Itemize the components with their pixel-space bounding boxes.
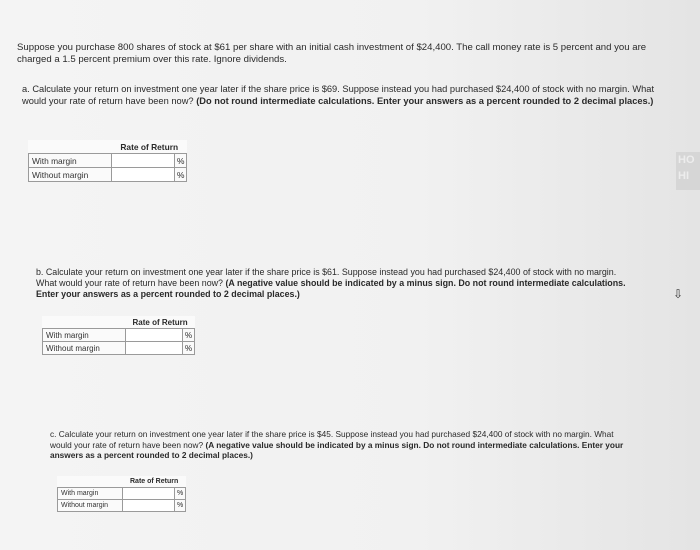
question-a xyxy=(22,84,662,107)
table-row xyxy=(29,168,187,182)
with-margin-label: With margin xyxy=(29,154,112,168)
question-c-instructions: (A negative value should be indicated by a minus sign. Do not round intermediate calculations. Enter your answers as a percent rounded to 2 decimal places.) xyxy=(50,439,624,460)
table-row xyxy=(43,329,195,342)
question-b-text: b. Calculate your return on investment one year later if the share price is $61. Suppose instead you had purchased $24,400 of stock with no margin. What would your rate of return have been now? xyxy=(36,267,617,288)
background-window-edge: HO HI xyxy=(676,152,700,190)
with-margin-label: With margin xyxy=(58,488,123,500)
percent-sign: % xyxy=(183,329,195,342)
without-margin-label: Without margin xyxy=(43,342,126,355)
table-row xyxy=(43,342,195,355)
table-row xyxy=(58,500,186,512)
percent-sign: % xyxy=(175,154,187,168)
percent-sign: % xyxy=(175,488,186,500)
with-margin-input-a[interactable] xyxy=(112,155,174,166)
percent-sign: % xyxy=(175,168,187,182)
without-margin-label: Without margin xyxy=(29,168,112,182)
question-b xyxy=(36,267,636,300)
with-margin-label: With margin xyxy=(43,329,126,342)
without-margin-label: Without margin xyxy=(58,500,123,512)
with-margin-input-b[interactable] xyxy=(126,330,182,340)
table-c-header: Rate of Return xyxy=(123,476,186,488)
without-margin-input-b[interactable] xyxy=(126,343,182,353)
question-a-text: a. Calculate your return on investment one year later if the share price is $69. Suppose instead you had purchased $24,400 of stock with no margin. What would your rate of return have been now? xyxy=(22,84,655,106)
question-a-instructions: (Do not round intermediate calculations. Enter your answers as a percent rounded to 2 decimal places.) xyxy=(196,95,654,106)
without-margin-input-c[interactable] xyxy=(123,501,174,510)
mouse-cursor-icon: ⇩ xyxy=(673,287,684,301)
question-c-text: c. Calculate your return on investment one year later if the share price is $45. Suppose instead you had purchased $24,400 of stock with no margin. What would your rate of return have been now? xyxy=(50,429,614,450)
answer-table-a xyxy=(28,140,187,182)
table-row xyxy=(58,488,186,500)
question-c xyxy=(50,429,625,461)
without-margin-input-a[interactable] xyxy=(112,169,174,180)
percent-sign: % xyxy=(183,342,195,355)
answer-table-b xyxy=(42,316,195,355)
table-row xyxy=(29,154,187,168)
table-b-header: Rate of Return xyxy=(126,316,195,329)
table-a-header: Rate of Return xyxy=(112,140,187,154)
question-b-instructions: (A negative value should be indicated by a minus sign. Do not round intermediate calculations. Enter your answers as a percent rounded to 2 decimal places.) xyxy=(36,278,626,299)
percent-sign: % xyxy=(175,500,186,512)
problem-intro: Suppose you purchase 800 shares of stock at $61 per share with an initial cash investment of $24,400. The call money rate is 5 percent and you are charged a 1.5 percent premium over this rate. Ignore dividends. xyxy=(17,42,647,65)
answer-table-c xyxy=(57,476,186,512)
with-margin-input-c[interactable] xyxy=(123,489,174,498)
